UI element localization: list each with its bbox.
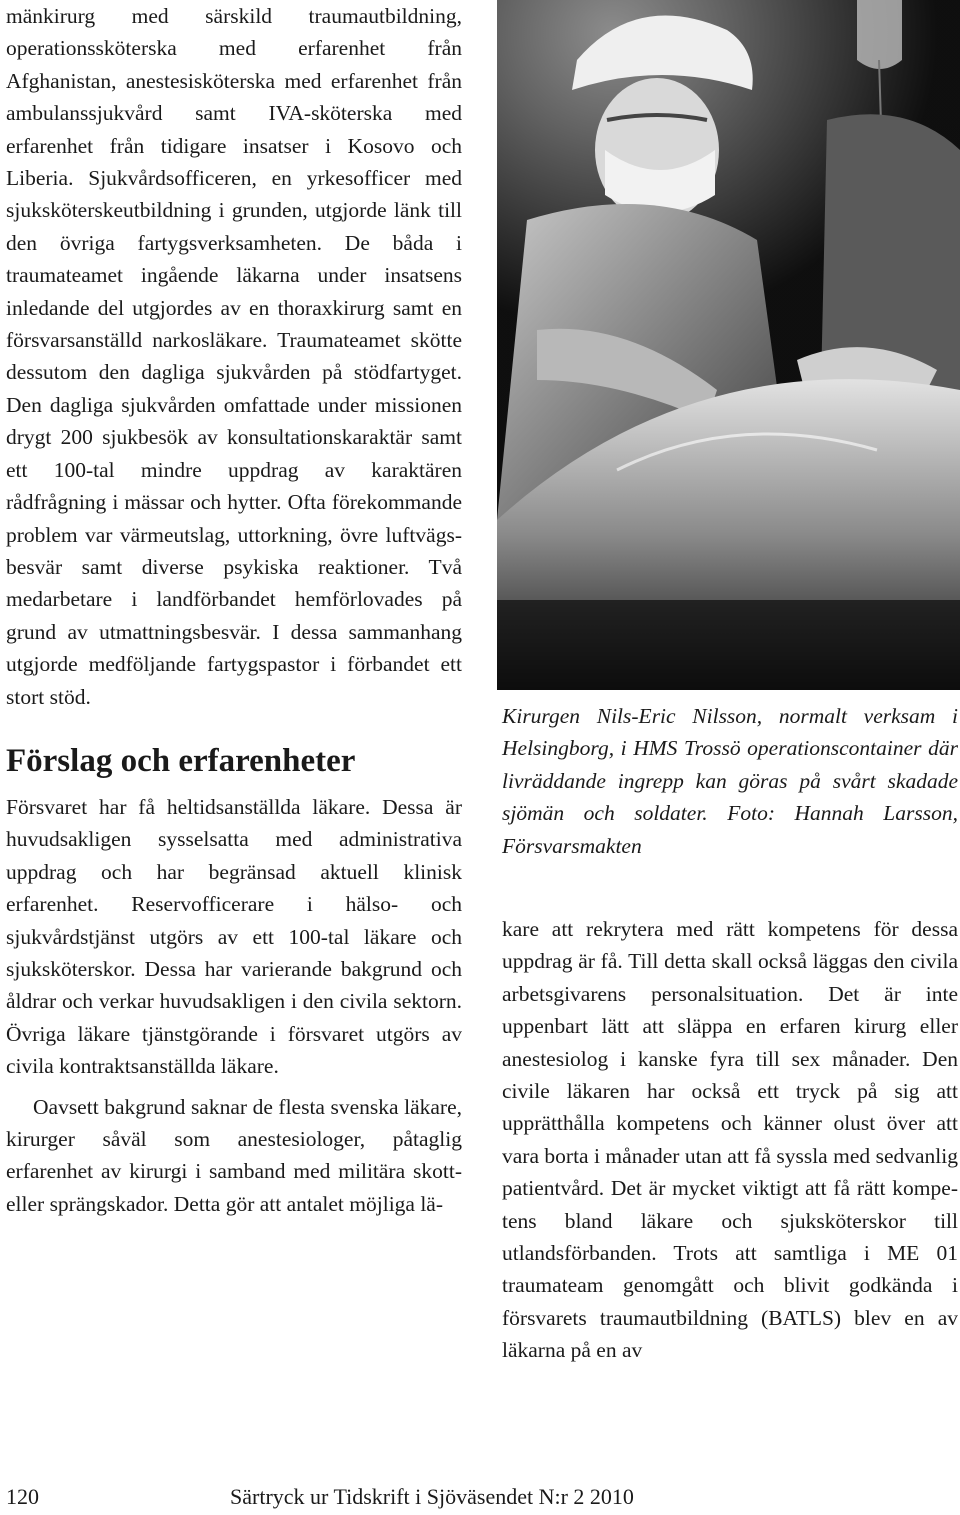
page-number: 120 [6,1484,39,1509]
journal-title: Särtryck ur Tidskrift i Sjöväsendet N:r 2 2010 [230,1484,634,1509]
page-footer [0,1479,960,1515]
surgery-photo [497,0,960,690]
body-paragraph: Försvaret har få heltidsanställda läkare. Dessa är huvudsakligen sysselsatta med administrativa uppdrag och har begränsad aktuell klinisk erfarenhet. Reservofficerare i hälso- och sjukvårdstjänst utgörs av ett 100-tal läkare och sjuksköterskor. Dessa har varierande bakgrund och åldrar och verkar huvudsakligen i den civila sektorn. Övriga läkare tjänstgörande i försvaret utgörs av civila kontraktsanställda läkare. [6,794,462,1079]
photo-caption: Kirurgen Nils-Eric Nilsson, normalt verksam i Helsingborg, i HMS Trossö operationscontainer där livräddande ingrepp kan göras på svårt skadade sjömän och soldater. Foto: Hannah Larsson, Försvarsmakten [502,704,958,858]
left-column [6,0,462,1220]
body-paragraph: Oavsett bakgrund saknar de flesta svenska läkare, kirurger såväl som anestesiologer, påtaglig erfarenhet av kirurgi i samband med militära skott- eller sprängskador. Detta gör att antalet möjliga lä- [6,1094,462,1216]
section-heading: Förslag och erfarenheter [6,742,356,779]
body-paragraph: mänkirurg med särskild traumautbildning, operationssköterska med erfarenhet från Afghanistan, anestesisköterska med erfarenhet från ambulanssjukvård samt IVA-sköterska med erfarenhet från tidigare insatser i Kosovo och Liberia. Sjukvårdsofficeren, en yrkesofficer med sjuksköterskeutbildning i grunden, utgjorde länk till den övriga fartygsverksamheten. De båda i traumateamet ingående läkarna under insatsens inledande del utgjordes av en thoraxkirurg samt en försvarsanställd narkosläkare. Traumateamet skötte dessutom den dagliga sjukvården på stödfartyget. Den dagliga sjukvården omfattade under missionen drygt 200 sjukbesök av konsultationskaraktär samt ett 100-tal mindre uppdrag av karaktären rådfrågning i mässar och hytter. Ofta förekommande problem var värmeutslag, uttorkning, övre luftvägsbesvär samt diverse psykiska reaktioner. Två medarbetare i landförbandet hemförlovades på grund av utmattningsbesvär. I dessa sammanhang utgjorde medföljande fartygspastor i förbandet ett stort stöd. [6,4,462,709]
right-column: kare att rekrytera med rätt kompetens för dessa uppdrag är få. Till detta skall också läggas den civila arbetsgivarens personalsituation. Det är inte uppenbart lätt att släppa en erfaren kirurg eller anestesiolog i kanske fyra till sex månader. Den civile läkaren har också ett tryck på sig att upprätthålla kompetens och känner olust över att vara borta i månader utan att få syssla med sedvanlig patientvård. Det är mycket viktigt att få rätt kompetens bland läkare och sjuksköterskor till utlandsförbanden. Trots att samtliga i ME 01 traumateam genomgått och blivit godkända i försvarets traumautbildning (BATLS) blev en av läkarna på en av [502,917,958,1363]
